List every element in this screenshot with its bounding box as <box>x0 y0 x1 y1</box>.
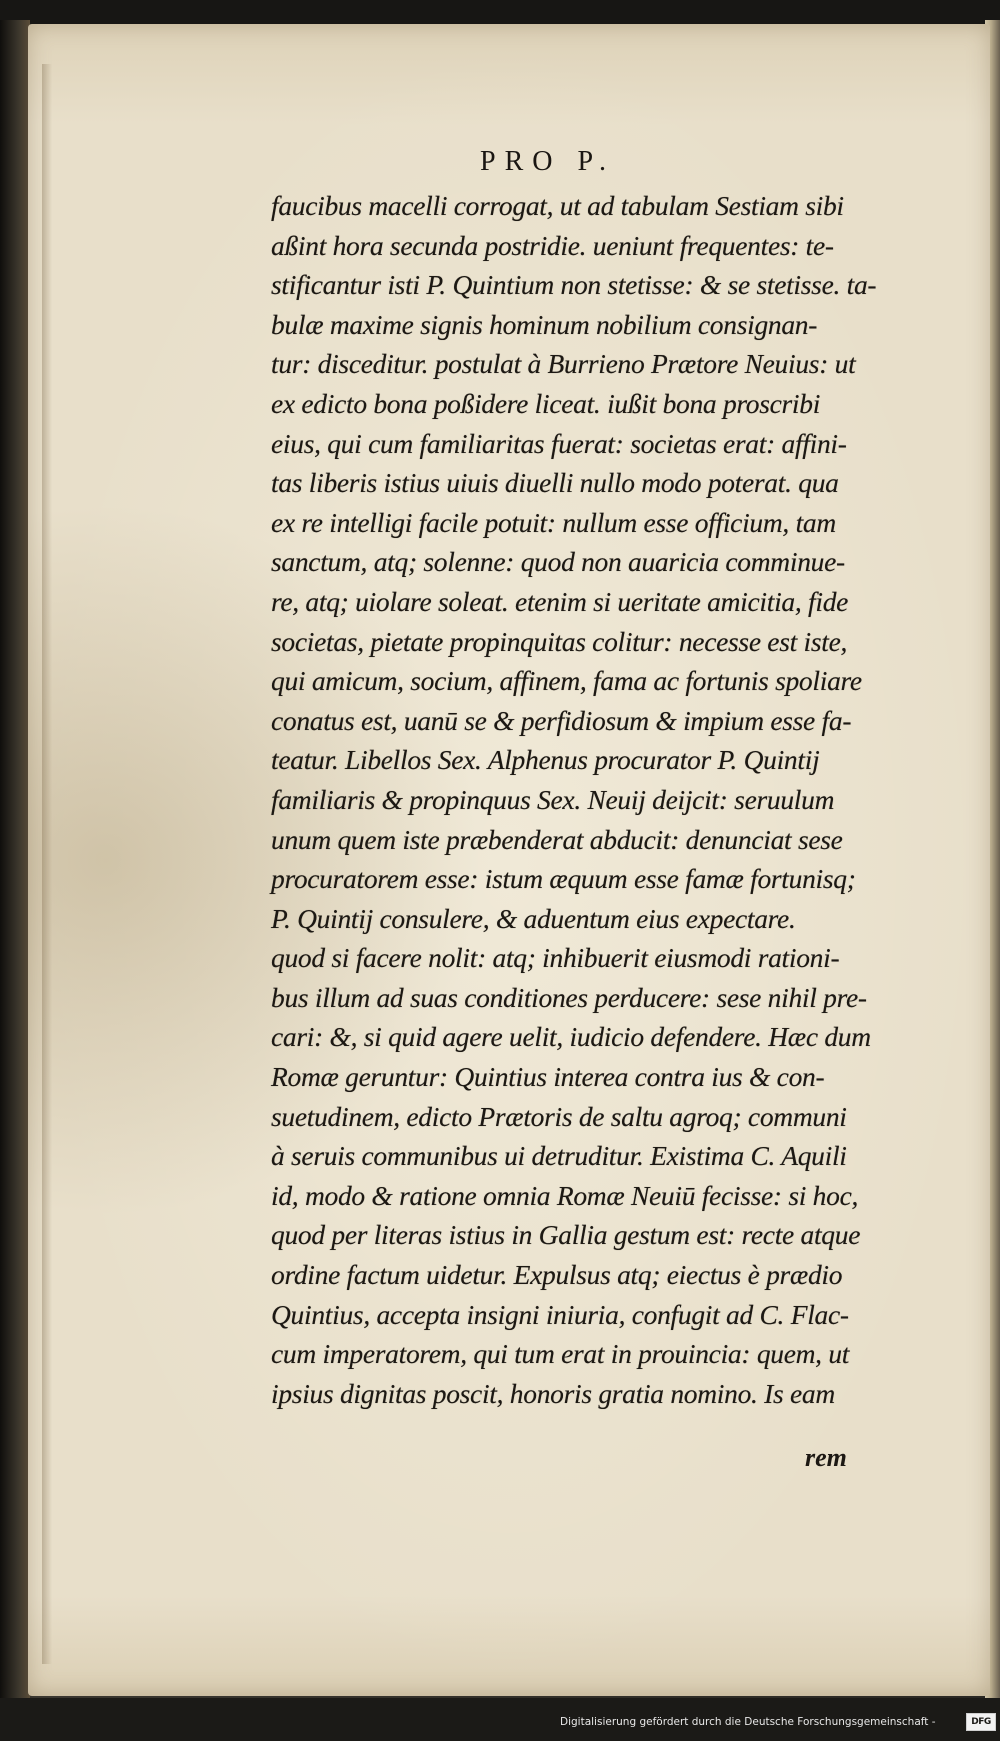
text-line: bulæ maxime signis hominum nobilium consignan- <box>271 308 818 340</box>
text-line: cum imperatorem, qui tum erat in prouincia: quem, ut <box>271 1338 850 1370</box>
text-line: ipsius dignitas poscit, honoris gratia nomino. Is eam <box>271 1377 835 1409</box>
book-spine <box>0 20 30 1700</box>
text-line: tur: disceditur. postulat à Burrieno Prætore Neuius: ut <box>271 348 856 380</box>
page-text <box>271 186 931 1413</box>
text-line: aßint hora secunda postridie. ueniunt frequentes: te- <box>271 229 834 261</box>
text-line: faucibus macelli corrogat, ut ad tabulam Sestiam sibi <box>271 190 844 221</box>
text-line: eius, qui cum familiaritas fuerat: societas erat: affini- <box>271 427 847 459</box>
text-line: quod si facere nolit: atq; inhibuerit eiusmodi rationi- <box>271 942 840 974</box>
text-line: tas liberis istius uiuis diuelli nullo modo poterat. qua <box>271 467 839 499</box>
text-line: Romæ geruntur: Quintius interea contra ius & con- <box>271 1061 825 1093</box>
text-line: procuratorem esse: istum æquum esse famæ fortunisq; <box>271 863 856 895</box>
text-line: ex re intelligi facile potuit: nullum esse officium, tam <box>271 506 836 538</box>
text-line: Quintius, accepta insigni iniuria, confugit ad C. Flac- <box>271 1298 849 1330</box>
text-line: conatus est, uanū se & perfidiosum & impium esse fa- <box>271 704 852 736</box>
digitization-credit: Digitalisierung gefördert durch die Deutsche Forschungsgemeinschaft - <box>560 1716 936 1728</box>
text-line: ex edicto bona poßidere liceat. iußit bona proscribi <box>271 387 821 419</box>
text-line: P. Quintij consulere, & aduentum eius expectare. <box>271 902 796 934</box>
dfg-logo: DFG <box>966 1713 996 1731</box>
text-line: teatur. Libellos Sex. Alphenus procurator P. Quintij <box>271 744 820 776</box>
text-line: cari: &, si quid agere uelit, iudicio defendere. Hæc dum <box>271 1021 871 1053</box>
text-line: à seruis communibus ui detruditur. Existima C. Aquili <box>271 1140 847 1172</box>
text-line: id, modo & ratione omnia Romæ Neuiū fecisse: si hoc, <box>271 1179 859 1211</box>
text-line: suetudinem, edicto Prætoris de saltu agroq; communi <box>271 1100 847 1132</box>
text-line: quod per literas istius in Gallia gestum est: recte atque <box>271 1219 861 1251</box>
running-head: PRO P. <box>480 146 615 177</box>
catchword: rem <box>805 1443 847 1472</box>
text-line: bus illum ad suas conditiones perducere: sese nihil pre- <box>271 981 867 1013</box>
text-line: stificantur isti P. Quintium non stetisse: & se stetisse. ta- <box>271 269 877 301</box>
text-line: sanctum, atq; solenne: quod non auaricia comminue- <box>271 546 845 578</box>
text-line: re, atq; uiolare soleat. etenim si ueritate amicitia, fide <box>271 585 849 617</box>
text-line: unum quem iste præbenderat abducit: denunciat sese <box>271 823 843 855</box>
text-line: qui amicum, socium, affinem, fama ac fortunis spoliare <box>271 665 862 697</box>
text-line: familiaris & propinquus Sex. Neuij deijcit: seruulum <box>271 783 835 815</box>
text-line: ordine factum uidetur. Expulsus atq; eiectus è prædio <box>271 1259 843 1291</box>
text-line: societas, pietate propinquitas colitur: necesse est iste, <box>271 625 848 657</box>
